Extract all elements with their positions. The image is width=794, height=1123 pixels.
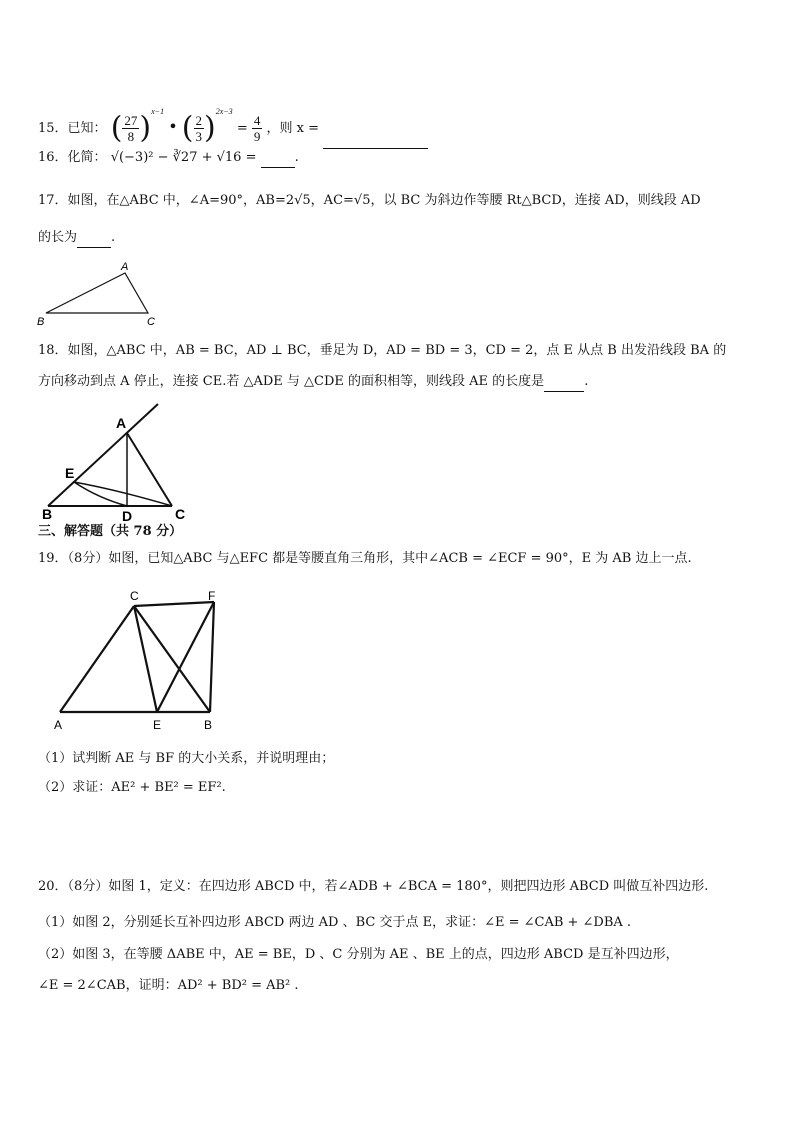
- fraction-2-3: [194, 113, 205, 144]
- question-18-line1: 18．如图，△ABC 中，AB = BC，AD ⊥ BC，垂足为 D，AD = BD = 3，CD = 2，点 E 从点 B 出发沿线段 BA 的: [38, 343, 727, 358]
- label-e: E: [65, 465, 75, 481]
- label-a: A: [54, 718, 63, 732]
- exponent: 2x−3: [215, 107, 233, 116]
- exponent: x−1: [151, 107, 165, 116]
- q15-tail: ，则 x =: [266, 121, 320, 136]
- question-17-line2: [38, 228, 115, 248]
- question-19-part2: （2）求证：AE² + BE² = EF².: [38, 780, 226, 795]
- segment-ac: [60, 606, 134, 712]
- q18-triangle-figure: [38, 398, 188, 522]
- label-c: C: [147, 316, 155, 328]
- question-19-part1: （1）试判断 AE 与 BF 的大小关系，并说明理由；: [38, 751, 335, 766]
- period: .: [584, 374, 589, 389]
- segment-fb: [210, 602, 214, 712]
- label-b: B: [37, 316, 45, 328]
- label-d: D: [122, 508, 133, 522]
- answer-blank[interactable]: [323, 134, 428, 149]
- fraction-4-9: [252, 113, 263, 144]
- question-16: [38, 148, 299, 168]
- right-paren: ): [139, 110, 152, 146]
- question-20-part2b: ∠E = 2∠CAB，证明：AD² + BD² = AB² .: [38, 978, 299, 993]
- q18-prompt: 方向移动到点 A 停止，连接 CE.若 △ADE 与 △CDE 的面积相等，则线段 AE 的长度是: [38, 374, 545, 389]
- question-17-line1: 17．如图，在△ABC 中，∠A=90°，AB=2√5，AC=√5，以 BC 为斜边作等腰 Rt△BCD，连接 AD，则线段 AD: [38, 193, 701, 208]
- segment-ef: [157, 602, 214, 712]
- label-c: C: [130, 589, 139, 603]
- label-f: F: [208, 589, 216, 603]
- denominator: 3: [195, 129, 203, 144]
- denominator: 9: [253, 129, 261, 144]
- period: .: [294, 150, 299, 165]
- q17-prompt: 的长为: [38, 230, 78, 245]
- label-a: A: [121, 261, 129, 273]
- dot-operator: •: [168, 117, 178, 136]
- q16-expression: √(−3)² − ∛27 + √16 =: [110, 150, 257, 165]
- question-20-part1: （1）如图 2，分别延长互补四边形 ABCD 两边 AD 、BC 交于点 E，求证：∠E = ∠CAB + ∠DBA .: [38, 915, 632, 930]
- q19-triangles-figure: [50, 586, 230, 736]
- label-c: C: [175, 506, 186, 522]
- segment-ce: [74, 482, 172, 506]
- question-15: [38, 92, 428, 149]
- answer-blank[interactable]: [261, 153, 295, 168]
- equals-sign: =: [236, 121, 248, 136]
- q15-number: 15．已知：: [38, 121, 107, 136]
- segment-cf: [134, 602, 214, 606]
- period: .: [111, 230, 116, 245]
- q17-triangle-figure: [30, 258, 170, 330]
- section-heading: 三、解答题（共 78 分）: [38, 524, 183, 539]
- answer-blank[interactable]: [544, 377, 584, 392]
- left-paren: (: [181, 110, 194, 146]
- left-paren: (: [110, 110, 123, 146]
- question-18-line2: [38, 372, 588, 392]
- question-19-line1: 19．（8分）如图，已知△ABC 与△EFC 都是等腰直角三角形，其中∠ACB = ∠ECF = 90°，E 为 AB 边上一点.: [38, 551, 692, 566]
- question-20-line1: 20．（8分）如图 1，定义：在四边形 ABCD 中，若∠ADB + ∠BCA = 180°，则把四边形 ABCD 叫做互补四边形.: [38, 879, 709, 894]
- numerator: 27: [124, 113, 138, 128]
- fraction-27-8: [122, 113, 139, 144]
- question-20-part2a: （2）如图 3，在等腰 ΔABE 中，AE = BE，D 、C 分别为 AE 、BE 上的点，四边形 ABCD 是互补四边形，: [38, 947, 679, 962]
- label-a: A: [116, 415, 127, 431]
- answer-blank[interactable]: [77, 233, 111, 248]
- right-paren: ): [204, 110, 216, 146]
- label-e: E: [153, 718, 162, 732]
- segment-de: [74, 482, 127, 506]
- q16-number: 16．化简：: [38, 150, 107, 165]
- numerator: 2: [195, 113, 203, 128]
- label-b: B: [42, 506, 53, 522]
- numerator: 4: [253, 113, 261, 128]
- triangle-abc: [46, 273, 148, 313]
- denominator: 8: [127, 129, 135, 144]
- label-b: B: [204, 718, 213, 732]
